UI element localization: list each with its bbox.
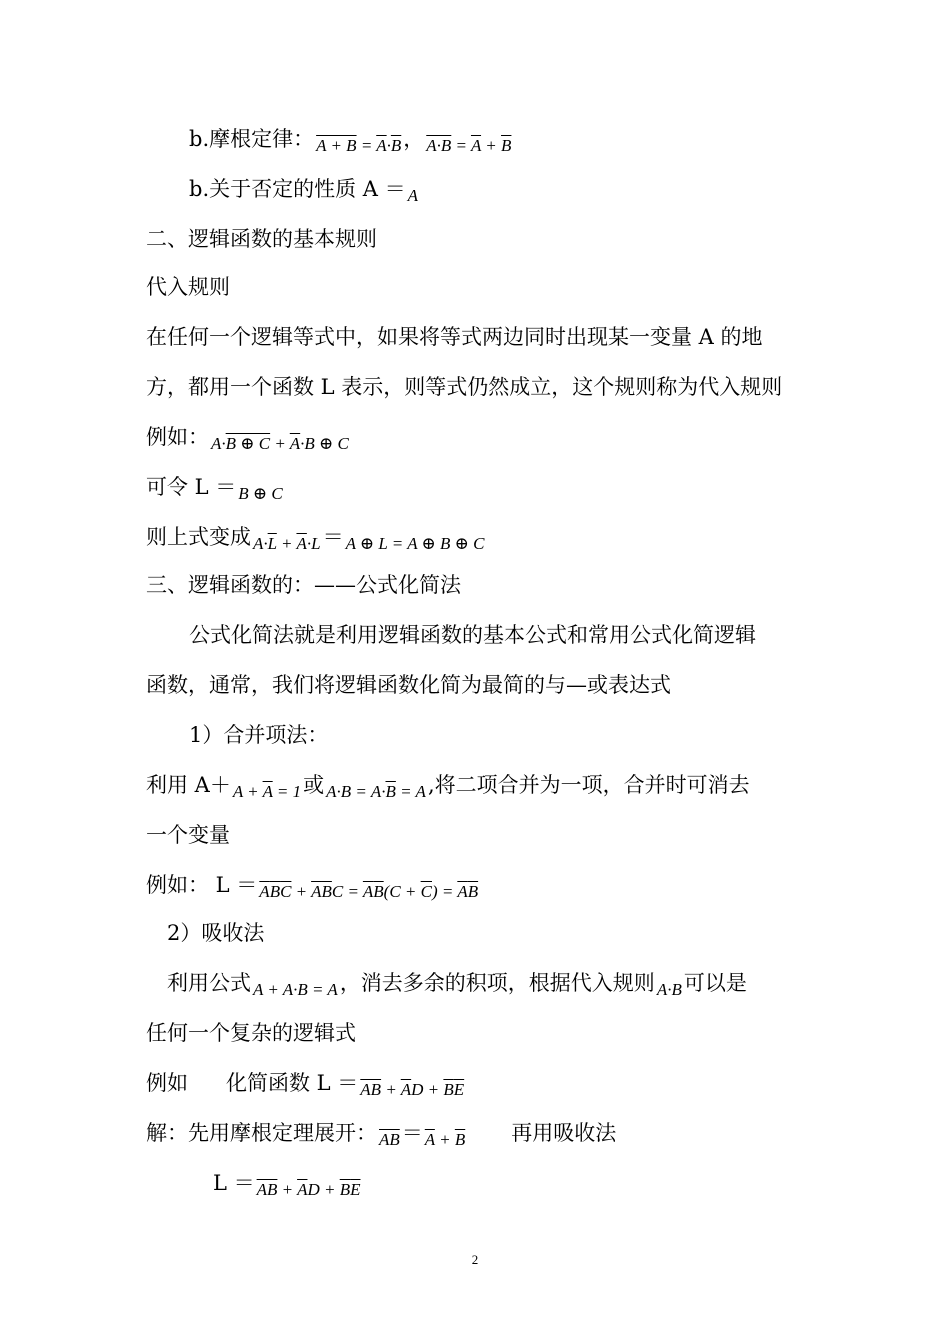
result-formula: AB + AD + BE	[256, 1180, 361, 1199]
solution-line: 解：先用摩根定理展开： $_{\overline{AB}}$＝ $_{\overline{A} + \overline{B}}$ 再用吸收法	[146, 1121, 617, 1149]
let-formula: B ⊕ C	[238, 484, 283, 503]
merge-formula-2: A·B = A·B = A	[326, 782, 426, 801]
solution-formula-right: A + B	[424, 1130, 466, 1149]
section-heading-2: 二、逻辑函数的基本规则	[146, 227, 377, 251]
merge-formula-1: A + A = 1	[232, 782, 302, 801]
paragraph-line: 一个变量	[146, 823, 230, 847]
demorgan-formula-2: A·B = A + B	[426, 136, 512, 155]
subheading-absorption-method: 2）吸收法	[167, 921, 265, 945]
absorption-line: 利用公式 $_{A + A\cdot B = A}$，消去多余的积项，根据代入规则 $_{A\cdot B}$可以是	[167, 971, 747, 999]
paragraph-line: 方，都用一个函数 L 表示，则等式仍然成立，这个规则称为代入规则	[146, 375, 783, 399]
paragraph-line: 公式化简法就是利用逻辑函数的基本公式和常用公式化简逻辑	[189, 623, 756, 647]
transform-formula-left: A·L + A·L	[253, 534, 321, 553]
subheading-substitution-rule: 代入规则	[146, 275, 230, 299]
paragraph-line: 函数，通常，我们将逻辑函数化简为最简的与—或表达式	[146, 673, 671, 697]
simplify-example-line: 例如 化简函数 L ＝ $_{\overline{AB} + \overline{A}D + \overline{B}\overline{E}}$	[146, 1071, 465, 1099]
subheading-merge-method: 1）合并项法：	[189, 723, 329, 747]
merge-example-line: 例如： L ＝ $_{\overline{A}\overline{B}\overline{C} + \overline{A}\overline{B}C = \overline{A}\overline{B}(C + \overline{C}) = \overline{A}\overline{B}}$	[146, 873, 479, 901]
paragraph-line: 任何一个复杂的逻辑式	[146, 1021, 356, 1045]
paragraph-line: 在任何一个逻辑等式中，如果将等式两边同时出现某一变量 A 的地	[146, 325, 763, 349]
absorption-formula: A + A·B = A	[253, 980, 338, 999]
demorgan-law-line: b.摩根定律： $_{A + B = \overline{A}\cdot\overline{B}}$， $_{A\cdot B = \overline{A} + \overline{B}}$	[189, 127, 512, 155]
example-line: 例如： $_{A\cdot B \oplus C + \overline{A}\cdot B \oplus C}$	[146, 425, 349, 453]
merge-example-formula: ABC + ABC = AB(C + C) = AB	[259, 882, 479, 901]
result-line: L ＝ $_{\overline{AB} + \overline{A}D + \overline{B}\overline{E}}$	[213, 1171, 361, 1199]
merge-method-line: 利用 A＋ $_{A + \overline{A} = 1}$或 $_{A\cdot B = A\cdot\overline{B} = A}$,将二项合并为一项，合并时可消去	[146, 773, 750, 801]
transform-line: 则上式变成 $_{A\cdot\overline{L} + \overline{A}\cdot L}$＝ $_{A \oplus L = A \oplus B \oplus C}$	[146, 525, 485, 553]
negation-property-line: b.关于否定的性质 A ＝ $_A$	[189, 177, 419, 205]
demorgan-formula-1: A + B = A·B	[316, 136, 402, 155]
absorption-term: A·B	[656, 980, 682, 999]
transform-formula-right: A ⊕ L = A ⊕ B ⊕ C	[345, 534, 485, 553]
double-negation-formula: A	[407, 186, 419, 205]
page-number: 2	[471, 1252, 479, 1267]
solution-formula-left: AB	[379, 1130, 400, 1149]
simplify-formula: AB + AD + BE	[360, 1080, 465, 1099]
example-formula: A·B ⊕ C + A·B ⊕ C	[211, 434, 349, 453]
section-heading-3: 三、逻辑函数的：——公式化简法	[146, 573, 461, 597]
let-line: 可令 L ＝ $_{B \oplus C}$	[146, 475, 283, 503]
